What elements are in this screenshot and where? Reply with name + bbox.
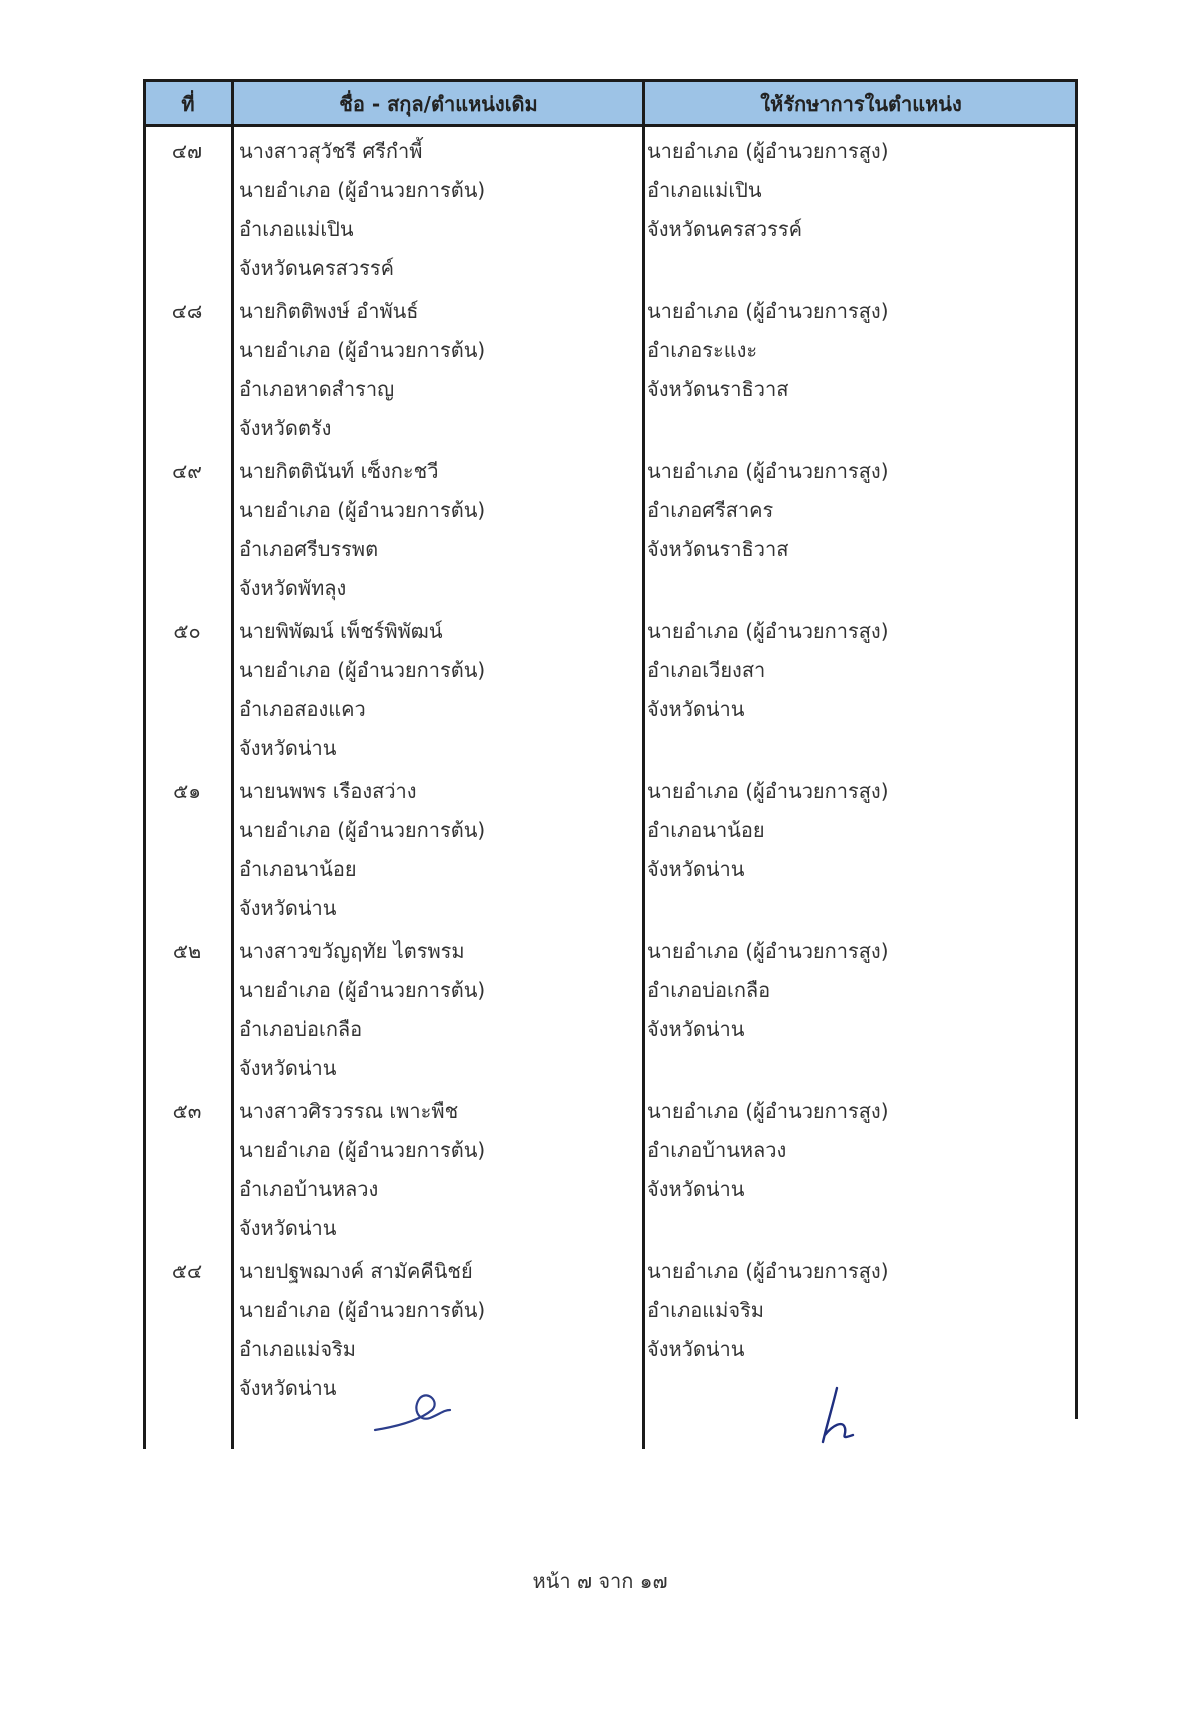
table-row: [143, 291, 1078, 451]
old-position-line: นายอำเภอ (ผู้อำนวยการต้น): [239, 978, 486, 1002]
old-position-line: นางสาวศิรวรรณ เพาะพืช: [239, 1099, 459, 1123]
old-position-cell: [239, 931, 639, 1087]
old-position-line: จังหวัดพัทลุง: [239, 576, 347, 600]
acting-position-line: จังหวัดน่าน: [647, 697, 745, 721]
acting-position-cell: [647, 931, 1067, 1048]
old-position-line: นายกิตตินันท์ เซ็งกะชวี: [239, 459, 439, 483]
old-position-line: นายอำเภอ (ผู้อำนวยการต้น): [239, 498, 486, 522]
old-position-line: นายอำเภอ (ผู้อำนวยการต้น): [239, 1298, 486, 1322]
acting-position-line: จังหวัดนครสวรรค์: [647, 217, 802, 241]
old-position-line: อำเภอแม่เปิน: [239, 217, 354, 241]
table-row: [143, 771, 1078, 931]
row-number: ๕๓: [172, 1099, 202, 1123]
old-position-cell: [239, 771, 639, 927]
acting-position-line: จังหวัดนราธิวาส: [647, 377, 789, 401]
acting-position-line: อำเภอนาน้อย: [647, 818, 765, 842]
old-position-line: จังหวัดน่าน: [239, 896, 337, 920]
table-row: [143, 1091, 1078, 1251]
acting-position-line: นายอำเภอ (ผู้อำนวยการสูง): [647, 939, 889, 963]
old-position-line: อำเภอบ่อเกลือ: [239, 1017, 363, 1041]
row-number: ๔๙: [172, 459, 202, 483]
acting-position-line: จังหวัดน่าน: [647, 1017, 745, 1041]
old-position-line: นายอำเภอ (ผู้อำนวยการต้น): [239, 658, 486, 682]
acting-position-line: อำเภอระแงะ: [647, 338, 758, 362]
row-number: ๕๑: [173, 779, 201, 803]
acting-position-line: อำเภอแม่เปิน: [647, 178, 762, 202]
acting-position-cell: [647, 771, 1067, 888]
old-position-line: นายกิตติพงษ์ อำพันธ์: [239, 299, 419, 323]
acting-position-cell: [647, 611, 1067, 728]
acting-position-line: จังหวัดน่าน: [647, 1337, 745, 1361]
old-position-line: จังหวัดน่าน: [239, 1056, 337, 1080]
old-position-line: นายปฐพฌางค์ สามัคคีนิชย์: [239, 1259, 473, 1283]
acting-position-line: จังหวัดน่าน: [647, 1177, 745, 1201]
old-position-cell: [239, 611, 639, 767]
appointment-table: [143, 79, 1078, 1449]
table-row: [143, 611, 1078, 771]
signature-left-icon: [370, 1380, 460, 1440]
old-position-line: อำเภอหาดสำราญ: [239, 377, 395, 401]
header-old-position: ชื่อ - สกุล/ตำแหน่งเดิม: [339, 92, 538, 116]
row-number: ๕๒: [172, 939, 202, 963]
acting-position-line: นายอำเภอ (ผู้อำนวยการสูง): [647, 619, 889, 643]
acting-position-line: นายอำเภอ (ผู้อำนวยการสูง): [647, 459, 889, 483]
acting-position-line: นายอำเภอ (ผู้อำนวยการสูง): [647, 139, 889, 163]
acting-position-line: นายอำเภอ (ผู้อำนวยการสูง): [647, 1259, 889, 1283]
old-position-line: นางสาวขวัญฤทัย ไตรพรม: [239, 939, 465, 963]
old-position-line: อำเภอบ้านหลวง: [239, 1177, 379, 1201]
acting-position-line: อำเภอบ่อเกลือ: [647, 978, 771, 1002]
table-row: [143, 1251, 1078, 1411]
old-position-line: จังหวัดตรัง: [239, 416, 332, 440]
acting-position-cell: [647, 1251, 1067, 1368]
old-position-line: อำเภอนาน้อย: [239, 857, 357, 881]
row-number: ๕๔: [171, 1259, 203, 1283]
old-position-line: อำเภอแม่จริม: [239, 1337, 356, 1361]
old-position-cell: [239, 131, 639, 287]
old-position-cell: [239, 451, 639, 607]
acting-position-line: จังหวัดน่าน: [647, 857, 745, 881]
acting-position-line: นายอำเภอ (ผู้อำนวยการสูง): [647, 1099, 889, 1123]
old-position-line: นายอำเภอ (ผู้อำนวยการต้น): [239, 818, 486, 842]
old-position-line: นายนพพร เรืองสว่าง: [239, 779, 417, 803]
table-row: [143, 131, 1078, 291]
row-number: ๔๗: [171, 139, 203, 163]
acting-position-line: นายอำเภอ (ผู้อำนวยการสูง): [647, 779, 889, 803]
old-position-line: จังหวัดน่าน: [239, 736, 337, 760]
header-acting-position: ให้รักษาการในตำแหน่ง: [760, 92, 962, 116]
old-position-cell: [239, 1091, 639, 1247]
old-position-line: อำเภอสองแคว: [239, 697, 366, 721]
old-position-line: จังหวัดน่าน: [239, 1216, 337, 1240]
header-number: ที่: [181, 92, 195, 116]
old-position-line: นายอำเภอ (ผู้อำนวยการต้น): [239, 1138, 486, 1162]
row-number: ๔๘: [171, 299, 203, 323]
acting-position-line: อำเภอบ้านหลวง: [647, 1138, 787, 1162]
acting-position-line: จังหวัดนราธิวาส: [647, 537, 789, 561]
acting-position-line: นายอำเภอ (ผู้อำนวยการสูง): [647, 299, 889, 323]
old-position-cell: [239, 291, 639, 447]
old-position-line: อำเภอศรีบรรพต: [239, 537, 379, 561]
acting-position-cell: [647, 291, 1067, 408]
old-position-line: จังหวัดนครสวรรค์: [239, 256, 394, 280]
old-position-line: นายพิพัฒน์ เพ็ชร์พิพัฒน์: [239, 619, 443, 643]
table-row: [143, 451, 1078, 611]
signature-right-icon: [815, 1380, 875, 1450]
old-position-line: จังหวัดน่าน: [239, 1376, 337, 1400]
old-position-line: นางสาวสุวัชรี ศรีกำพี้: [239, 139, 423, 163]
old-position-line: นายอำเภอ (ผู้อำนวยการต้น): [239, 338, 486, 362]
acting-position-cell: [647, 451, 1067, 568]
acting-position-line: อำเภอศรีสาคร: [647, 498, 774, 522]
table-header: [143, 79, 1078, 127]
page-number: หน้า ๗ จาก ๑๗: [532, 1569, 668, 1593]
acting-position-line: อำเภอเวียงสา: [647, 658, 766, 682]
acting-position-cell: [647, 131, 1067, 248]
table-row: [143, 931, 1078, 1091]
old-position-line: นายอำเภอ (ผู้อำนวยการต้น): [239, 178, 486, 202]
acting-position-cell: [647, 1091, 1067, 1208]
row-number: ๕๐: [173, 619, 201, 643]
acting-position-line: อำเภอแม่จริม: [647, 1298, 764, 1322]
